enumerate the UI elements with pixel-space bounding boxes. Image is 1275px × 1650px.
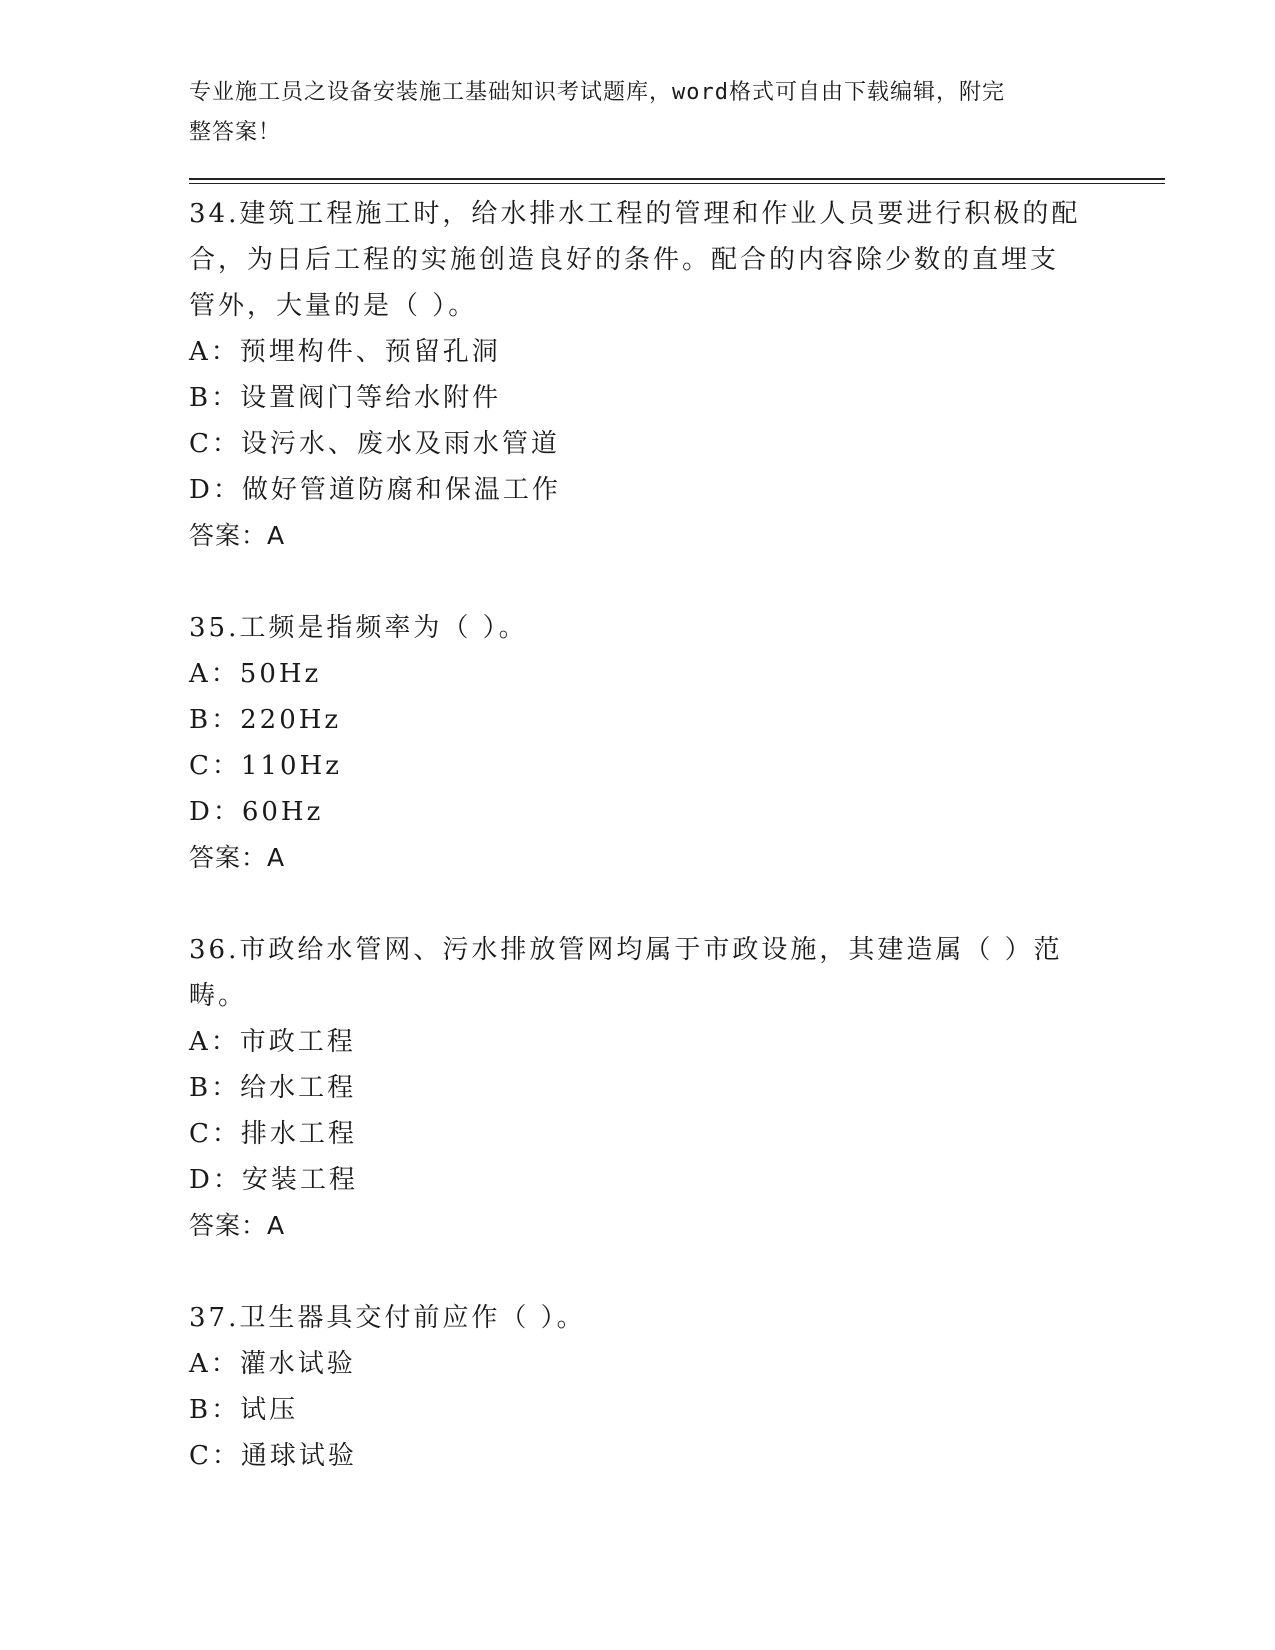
option-b: B：试压: [189, 1395, 299, 1425]
option-d: D：做好管道防腐和保温工作: [189, 475, 561, 505]
option-a: A：灌水试验: [189, 1349, 356, 1379]
option-b: B：设置阀门等给水附件: [189, 383, 502, 413]
question-text-line: 畴。: [189, 981, 248, 1011]
question-list: [189, 191, 1089, 1479]
answer-line: 答案：A: [189, 521, 286, 550]
question-spacer: [189, 1249, 1089, 1295]
option-c: C：通球试验: [189, 1441, 357, 1471]
option-d: D：安装工程: [189, 1165, 358, 1195]
question-text-line: 34.建筑工程施工时，给水排水工程的管理和作业人员要进行积极的配: [189, 199, 1081, 229]
question-35: [189, 605, 1089, 881]
answer-line: 答案：A: [189, 1211, 286, 1240]
header-line-2: 整答案！: [189, 120, 282, 145]
header-divider-thin: [189, 183, 1165, 184]
option-b: B：220Hz: [189, 705, 342, 735]
option-d: D：60Hz: [189, 797, 324, 827]
question-text-line: 管外，大量的是（ ）。: [189, 291, 478, 321]
document-header: [189, 73, 1089, 153]
option-a: A：50Hz: [189, 659, 322, 689]
header-line-1: 专业施工员之设备安装施工基础知识考试题库，word格式可自由下载编辑，附完: [189, 80, 1005, 105]
option-a: A：预埋构件、预留孔洞: [189, 337, 501, 367]
question-34: [189, 191, 1089, 559]
question-text-line: 36.市政给水管网、污水排放管网均属于市政设施，其建造属（ ）范: [189, 935, 1063, 965]
question-spacer: [189, 881, 1089, 927]
question-37: [189, 1295, 1089, 1479]
question-spacer: [189, 559, 1089, 605]
question-text-line: 37.卫生器具交付前应作（ ）。: [189, 1303, 586, 1333]
answer-line: 答案：A: [189, 843, 286, 872]
option-c: C：110Hz: [189, 751, 342, 781]
option-c: C：排水工程: [189, 1119, 357, 1149]
option-a: A：市政工程: [189, 1027, 356, 1057]
option-b: B：给水工程: [189, 1073, 357, 1103]
question-36: [189, 927, 1089, 1249]
option-c: C：设污水、废水及雨水管道: [189, 429, 560, 459]
question-text-line: 合，为日后工程的实施创造良好的条件。配合的内容除少数的直埋支: [189, 245, 1060, 275]
header-divider-thick: [189, 178, 1165, 180]
question-text-line: 35.工频是指频率为（ ）。: [189, 613, 528, 643]
